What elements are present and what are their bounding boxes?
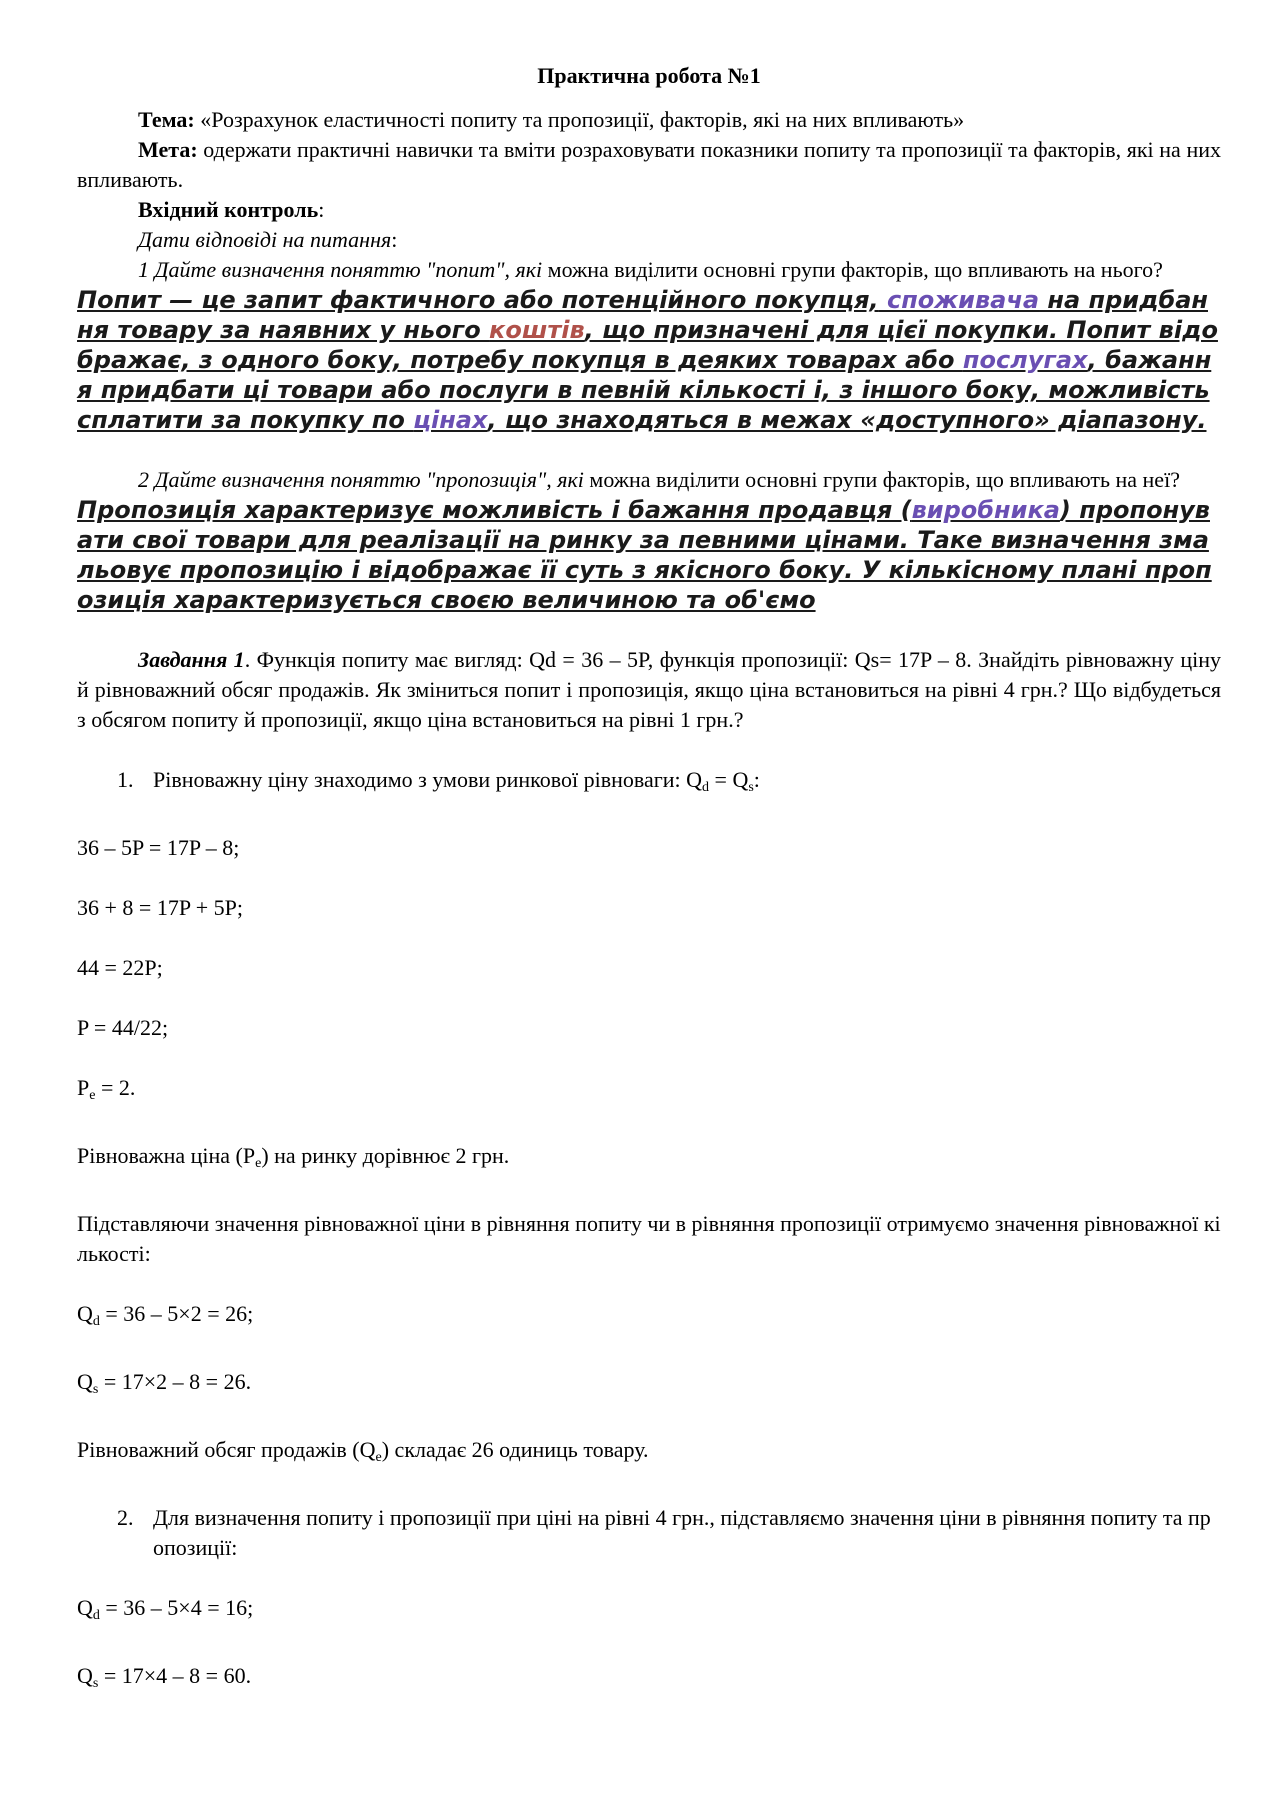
step-1-end: : xyxy=(753,767,760,792)
volume-a: Рівноважний обсяг продажів (Q xyxy=(77,1437,376,1462)
link-services[interactable]: послугах xyxy=(962,346,1088,374)
question-2-italic: 2 Дайте визначення поняттю "пропозиція", які xyxy=(138,467,584,492)
volume-sub: e xyxy=(375,1450,382,1465)
document-body xyxy=(77,61,1221,1699)
answer-1-part-2: на придбання товару за наявних у нього xyxy=(77,286,1208,344)
question-2 xyxy=(77,465,1221,495)
qs4-rest: = 17×4 – 8 = 60. xyxy=(98,1663,252,1688)
qd-rest: = 36 – 5×2 = 26; xyxy=(99,1301,254,1326)
theme-text: «Розрахунок еластичності попиту та пропозиції, факторів, які на них впливають» xyxy=(194,107,965,132)
link-consumer[interactable]: споживача xyxy=(878,286,1040,314)
task-1-label: Завдання 1 xyxy=(138,647,245,672)
qd-main: Q xyxy=(77,1301,93,1326)
control-heading xyxy=(77,195,1221,225)
answer-prompt-colon: : xyxy=(391,227,398,252)
equation-5-sub: e xyxy=(89,1088,96,1103)
step-2-text: Для визначення попиту і пропозиції при ціні на рівні 4 грн., підставляємо значення ціни в рівняння попиту та пропозиції: xyxy=(153,1505,1211,1560)
equation-1: 36 – 5P = 17P – 8; xyxy=(77,835,240,860)
step-2-number: 2. xyxy=(117,1505,134,1530)
link-producer[interactable]: виробника xyxy=(911,496,1060,524)
goal-paragraph xyxy=(77,135,1221,195)
goal-text: одержати практичні навички та вміти розраховувати показники попиту та пропозиції та факторів, які на них впливають. xyxy=(77,137,1221,192)
control-colon: : xyxy=(318,197,325,222)
answer-2-part-2: ) пропонувати свої товари для реалізації на ринку за певними цінами. Таке визначення змальовує пропозицію і відображає її суть з якісного боку. У кількісному плані пропозиція характеризується своєю величиною та об'ємо xyxy=(77,496,1212,614)
qd4-equation xyxy=(77,1593,1221,1631)
task-1-paragraph xyxy=(77,645,1221,735)
substitute-paragraph: Підставляючи значення рівноважної ціни в рівняння попиту чи в рівняння пропозиції отримуємо значення рівноважної кількості: xyxy=(77,1211,1221,1266)
volume-result xyxy=(77,1435,1221,1473)
qs4-equation xyxy=(77,1661,1221,1699)
price-result-b: ) на ринку дорівнює 2 грн. xyxy=(261,1143,510,1168)
question-1 xyxy=(77,255,1221,285)
qs4-main: Q xyxy=(77,1663,93,1688)
answer-1-part-5: , що знаходяться в межах «доступного» діапазону. xyxy=(487,406,1207,434)
qs-sub: s xyxy=(92,1382,99,1397)
qd-sub: d xyxy=(92,1314,100,1329)
answer-1-part-4: , бажання придбати ці товари або послуги в певній кількості і, з іншого боку, можливість сплатити за покупку по xyxy=(77,346,1212,434)
price-result xyxy=(77,1141,1221,1179)
link-funds[interactable]: коштів xyxy=(489,316,585,344)
goal-label: Мета: xyxy=(138,137,198,162)
equation-5 xyxy=(77,1073,1221,1111)
qs-equation xyxy=(77,1367,1221,1405)
equation-5-rest: = 2. xyxy=(95,1075,136,1100)
answer-2 xyxy=(77,495,1221,615)
answer-1 xyxy=(77,285,1221,435)
answer-prompt-text: Дати відповіді на питання xyxy=(138,227,392,252)
control-label: Вхідний контроль xyxy=(138,197,319,222)
qs-rest: = 17×2 – 8 = 26. xyxy=(98,1369,252,1394)
qd-equation xyxy=(77,1299,1221,1337)
page-title: Практична робота №1 xyxy=(537,63,761,88)
theme-paragraph xyxy=(77,105,1221,135)
step-1-text: Рівноважну ціну знаходимо з умови ринкової рівноваги: Q xyxy=(153,767,703,792)
answer-1-part-1: Попит — це запит фактичного або потенційного покупця, xyxy=(77,286,879,314)
equation-2: 36 + 8 = 17P + 5P; xyxy=(77,895,243,920)
question-1-italic: 1 Дайте визначення поняттю "попит", які xyxy=(138,257,543,282)
step-1-sub-d: d xyxy=(702,780,710,795)
qd4-main: Q xyxy=(77,1595,93,1620)
equation-3: 44 = 22P; xyxy=(77,955,163,980)
step-1-number: 1. xyxy=(117,767,134,792)
price-result-sub: e xyxy=(255,1156,262,1171)
question-2-rest: можна виділити основні групи факторів, що впливають на неї? xyxy=(583,467,1180,492)
qd4-sub: d xyxy=(92,1608,100,1623)
answer-prompt xyxy=(77,225,1221,255)
answer-2-part-1: Пропозиція характеризує можливість і бажання продавця ( xyxy=(77,496,912,524)
qs4-sub: s xyxy=(92,1676,99,1691)
price-result-a: Рівноважна ціна (P xyxy=(77,1143,256,1168)
question-1-rest: можна виділити основні групи факторів, що впливають на нього? xyxy=(542,257,1163,282)
step-1-eq: = Q xyxy=(709,767,749,792)
equation-4: P = 44/22; xyxy=(77,1015,169,1040)
step-1 xyxy=(117,765,1221,803)
qd4-rest: = 36 – 5×4 = 16; xyxy=(99,1595,254,1620)
answer-1-part-3: , що призначені для цієї покупки. Попит відображає, з одного боку, потребу покупця в деяких товарах або xyxy=(77,316,1218,374)
link-prices[interactable]: цінах xyxy=(413,406,488,434)
step-1-text-wrap xyxy=(153,765,1221,803)
step-1-sub-s: s xyxy=(748,780,754,795)
task-1-text: . Функція попиту має вигляд: Qd = 36 – 5P, функція пропозиції: Qs= 17P – 8. Знайдіть рівноважну ціну й рівноважний обсяг продажів. Як зміниться попит і пропозиція, якщо ціна встановиться на рівні 4 грн.? Що відбудеться з обсягом попиту й пропозиції, якщо ціна встановиться на рівні 1 грн.? xyxy=(77,647,1221,732)
step-2 xyxy=(117,1503,1221,1563)
volume-b: ) складає 26 одиниць товару. xyxy=(381,1437,649,1462)
qs-main: Q xyxy=(77,1369,93,1394)
theme-label: Тема: xyxy=(138,107,195,132)
equation-5-main: P xyxy=(77,1075,90,1100)
